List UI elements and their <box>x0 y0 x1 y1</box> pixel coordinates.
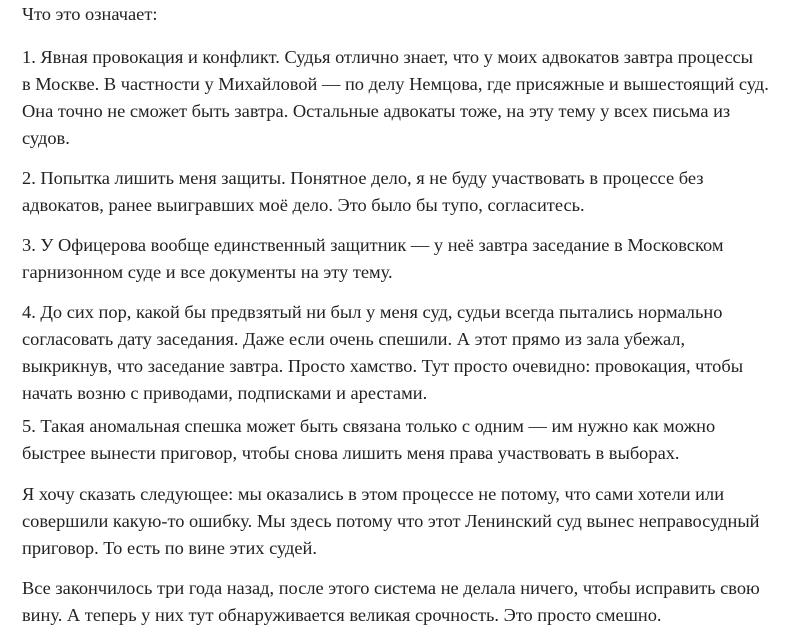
intro-line: Что это означает: <box>22 4 158 24</box>
paragraph-5: 5. Такая аномальная спешка может быть связана только с одним — им нужно как можно быстрее вынести приговор, чтобы снова лишить меня права участвовать в выборах. <box>22 416 716 463</box>
paragraph-3: 3. У Офицерова вообще единственный защитник — у неё завтра заседание в Московском гарнизонном суде и все документы на эту тему. <box>22 235 724 282</box>
paragraph-6: Я хочу сказать следующее: мы оказались в этом процессе не потому, что сами хотели или совершили какую-то ошибку. Мы здесь потому что этот Ленинский суд вынес неправосудный приговор. То есть по вине этих судей. <box>22 484 760 558</box>
paragraph-4: 4. До сих пор, какой бы предвзятый ни был у меня суд, судьи всегда пытались нормально согласовать дату заседания. Даже если очень спешили. А этот прямо из зала убежал, выкрикнув, что заседание завтра. Просто хамство. Тут просто очевидно: провокация, чтобы начать возню с приводами, подписками и арестами. <box>22 302 744 403</box>
paragraph-1: 1. Явная провокация и конфликт. Судья отлично знает, что у моих адвокатов завтра процессы в Москве. В частности у Михайловой — по делу Немцова, где присяжные и вышестоящий суд. Она точно не сможет быть завтра. Остальные адвокаты тоже, на эту тему у всех письма из судов. <box>22 47 769 148</box>
paragraph-2: 2. Попытка лишить меня защиты. Понятное дело, я не буду участвовать в процессе без адвокатов, ранее выигравших моё дело. Это было бы тупо, согласитесь. <box>22 168 704 215</box>
paragraph-7: Все закончилось три года назад, после этого система не делала ничего, чтобы исправить свою вину. А теперь у них тут обнаруживается великая срочность. Это просто смешно. <box>22 578 760 625</box>
